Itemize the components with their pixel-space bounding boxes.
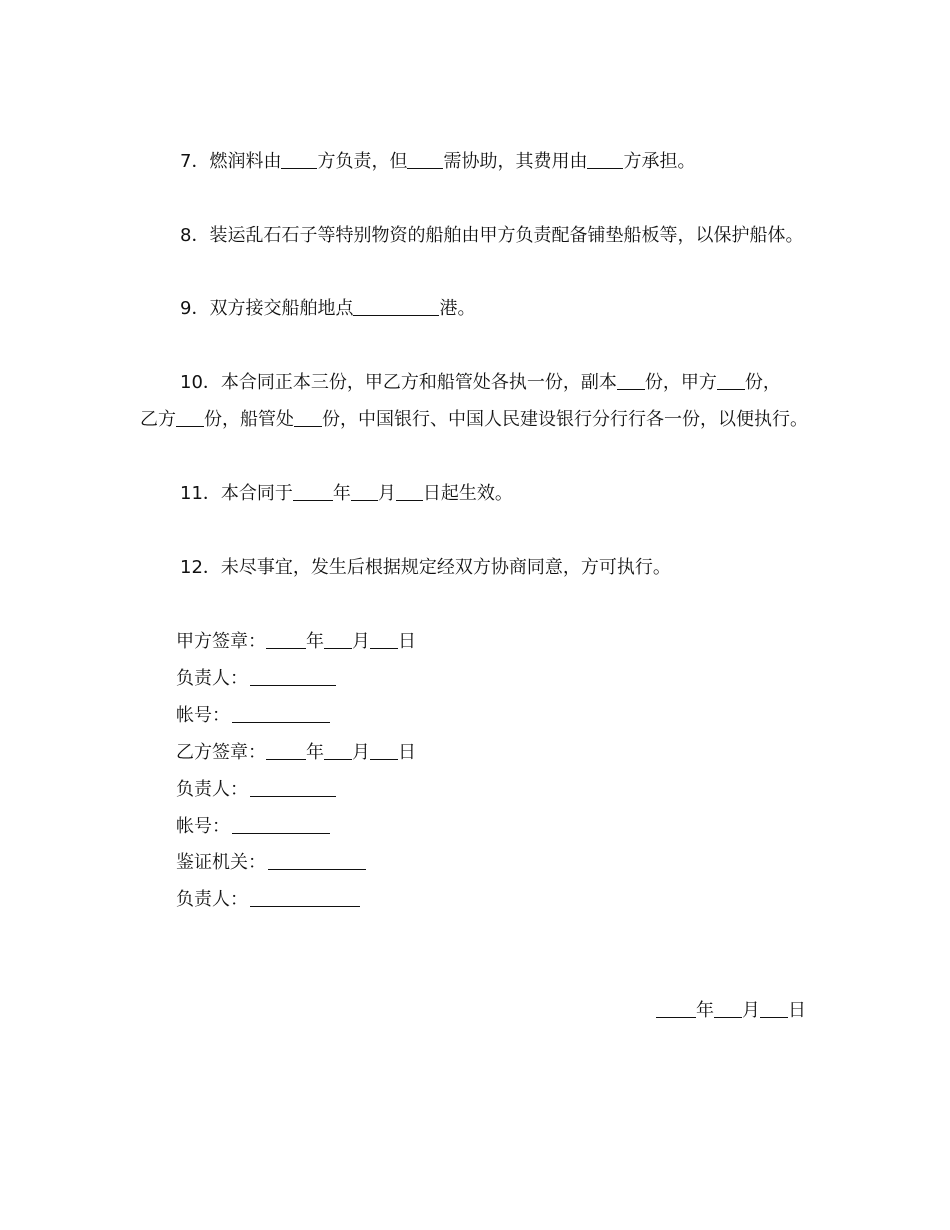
- clause-10-text: 份，船管处: [204, 409, 294, 430]
- clause-9: [180, 297, 475, 321]
- blank-party-b-year[interactable]: [266, 741, 306, 760]
- blank-effective-year[interactable]: [293, 482, 333, 501]
- footer-date: [656, 999, 806, 1023]
- clause-7-text: 7．燃润料由: [180, 151, 282, 172]
- clause-7-text: 方承担。: [623, 151, 696, 172]
- blank-footer-year[interactable]: [656, 999, 696, 1018]
- party-a-account-label: 帐号：: [176, 705, 230, 726]
- clause-12: [180, 556, 671, 580]
- blank-party-a-day[interactable]: [370, 630, 398, 649]
- notary-line: [176, 851, 366, 875]
- month-label: 月: [742, 1000, 760, 1021]
- party-b-seal-label: 乙方签章：: [176, 742, 266, 763]
- day-label: 日: [398, 742, 416, 763]
- party-a-person-line: [176, 667, 336, 691]
- day-label: 日: [788, 1000, 806, 1021]
- notary-person-line: [176, 888, 360, 912]
- blank-party-b-person[interactable]: [250, 778, 336, 797]
- blank-fuel-responsible[interactable]: [281, 150, 317, 169]
- party-a-seal-line: [176, 630, 416, 654]
- blank-copies-count[interactable]: [617, 371, 645, 390]
- clause-11: [180, 482, 513, 506]
- notary-person-label: 负责人：: [176, 889, 248, 910]
- blank-party-b-copies[interactable]: [176, 408, 204, 427]
- clause-9-text: 港。: [439, 298, 476, 319]
- clause-8-text: 8．装运乱石石子等特别物资的船舶由甲方负责配备铺垫船板等，以保护船体。: [180, 225, 804, 246]
- clause-10-line-1: [180, 371, 781, 395]
- party-b-person-label: 负责人：: [176, 779, 248, 800]
- blank-party-b-day[interactable]: [370, 741, 398, 760]
- blank-footer-day[interactable]: [760, 999, 788, 1018]
- blank-handover-port[interactable]: [353, 297, 439, 316]
- blank-party-a-account[interactable]: [232, 704, 330, 723]
- clause-9-text: 9．双方接交船舶地点: [180, 298, 354, 319]
- party-a-account-line: [176, 704, 330, 728]
- clause-10-text: 乙方: [140, 409, 176, 430]
- clause-10-text: 10．本合同正本三份，甲乙方和船管处各执一份，副本: [180, 372, 617, 393]
- blank-fuel-cost[interactable]: [587, 150, 623, 169]
- blank-party-b-month[interactable]: [324, 741, 352, 760]
- blank-party-a-person[interactable]: [250, 667, 336, 686]
- clause-10-text: 份，: [744, 372, 781, 393]
- clause-11-text: 日起生效。: [422, 483, 513, 504]
- clause-11-text: 月: [377, 483, 396, 504]
- party-b-seal-line: [176, 741, 416, 765]
- blank-notary[interactable]: [268, 851, 366, 870]
- blank-party-a-year[interactable]: [266, 630, 306, 649]
- clause-12-text: 12．未尽事宜，发生后根据规定经双方协商同意，方可执行。: [180, 557, 671, 578]
- blank-fuel-assist[interactable]: [407, 150, 443, 169]
- blank-effective-month[interactable]: [351, 482, 378, 501]
- day-label: 日: [398, 631, 416, 652]
- month-label: 月: [352, 631, 370, 652]
- party-a-person-label: 负责人：: [176, 668, 248, 689]
- blank-footer-month[interactable]: [714, 999, 742, 1018]
- blank-effective-day[interactable]: [396, 482, 423, 501]
- clause-8: [180, 224, 803, 248]
- clause-11-text: 年: [332, 483, 351, 504]
- year-label: 年: [696, 1000, 714, 1021]
- clause-7: [180, 150, 695, 174]
- clause-11-text: 11．本合同于: [180, 483, 293, 504]
- blank-party-a-month[interactable]: [324, 630, 352, 649]
- clause-7-text: 需协助，其费用由: [443, 151, 588, 172]
- year-label: 年: [306, 631, 324, 652]
- party-b-account-line: [176, 815, 330, 839]
- notary-label: 鉴证机关：: [176, 852, 266, 873]
- party-b-account-label: 帐号：: [176, 816, 230, 837]
- clause-10-line-2: [140, 408, 808, 432]
- party-b-person-line: [176, 778, 336, 802]
- clause-7-text: 方负责，但: [317, 151, 408, 172]
- clause-10-text: 份，甲方: [644, 372, 717, 393]
- clause-10-text: 份，中国银行、中国人民建设银行分行行各一份，以便执行。: [322, 409, 808, 430]
- blank-office-copies[interactable]: [294, 408, 322, 427]
- month-label: 月: [352, 742, 370, 763]
- blank-party-b-account[interactable]: [232, 815, 330, 834]
- party-a-seal-label: 甲方签章：: [176, 631, 266, 652]
- blank-notary-person[interactable]: [250, 888, 360, 907]
- year-label: 年: [306, 742, 324, 763]
- blank-party-a-copies[interactable]: [717, 371, 745, 390]
